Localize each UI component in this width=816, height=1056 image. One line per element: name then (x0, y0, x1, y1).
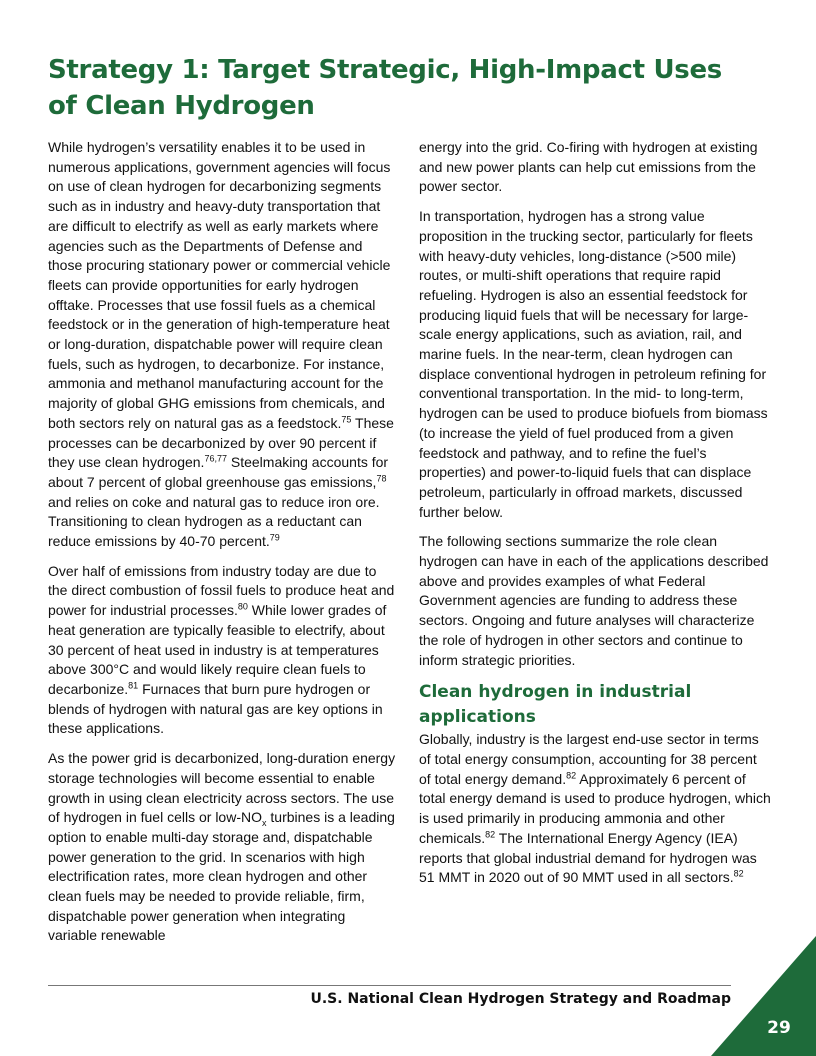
text-run: While hydrogen’s versatility enables it to be used in numerous applications, government agencies will focus on use of clean hydrogen for decarbonizing segments such as in industry and heavy-duty transportation that are difficult to electrify as well as early markets where agencies such as the Departments of Defense and those procuring stationary power or commercial vehicle fleets can provide opportunities for early hydrogen offtake. Processes that use fossil fuels as a chemical feedstock or in the generation of high-temperature heat or long-duration, dispatchable power will require clean fuels, such as hydrogen, to decarbonize. For instance, ammonia and methanol manufacturing account for the majority of global GHG emissions from chemicals, and both sectors rely on natural gas as a feedstock. (48, 139, 391, 431)
text-run: The International Energy Agency (IEA) reports that global industrial demand for hydrogen was 51 MMT in 2020 out of 90 MMT used in all sectors. (419, 829, 757, 886)
footnote-reference: 82 (485, 829, 496, 840)
text-run: and relies on coke and natural gas to reduce iron ore. Transitioning to clean hydrogen as a reductant can reduce emissions by 40-70 percent. (48, 493, 380, 550)
left-column (48, 138, 398, 956)
text-run: As the power grid is decarbonized, long-duration energy storage technologies will become essential to enable growth in using clean electricity across sectors. The use of hydrogen in fuel cells or low-NO (48, 750, 396, 826)
text-run: Over half of emissions from industry today are due to the direct combustion of fossil fuels to produce heat and power for industrial processes. (48, 562, 395, 619)
paragraph (419, 207, 771, 522)
text-run: The following sections summarize the role clean hydrogen can have in each of the applications described above and provides examples of what Federal Government agencies are funding to address these sectors. Ongoing and future analyses will characterize the role of hydrogen in other sectors and continue to inform strategic priorities. (419, 533, 769, 668)
footnote-reference: 76,77 (204, 453, 227, 464)
paragraph (419, 532, 771, 670)
footnote-reference: 82 (566, 770, 577, 781)
footnote-reference: 80 (237, 601, 248, 612)
page-title: Strategy 1: Target Strategic, High-Impact Uses of Clean Hydrogen (48, 55, 722, 121)
subscript: x (262, 818, 267, 828)
footnote-reference: 81 (128, 680, 139, 691)
paragraph (48, 562, 398, 739)
footnote-reference: 78 (376, 473, 387, 484)
text-run: In transportation, hydrogen has a strong value proposition in the trucking sector, particularly for fleets with heavy-duty vehicles, long-distance (>500 mile) routes, or multi-shift operations that require rapid refueling. Hydrogen is also an essential feedstock for producing liquid fuels that will be necessary for large-scale energy applications, such as aviation, rail, and marine fuels. In the near-term, clean hydrogen can displace conventional hydrogen in petroleum refining for conventional transportation. In the mid- to long-term, hydrogen can be used to produce biofuels from biomass (to increase the yield of fuel produced from a given feedstock and pathway, and to refine the fuel’s properties) and power-to-liquid fuels that can displace petroleum, particularly in offroad markets, discussed further below. (419, 208, 768, 520)
right-column (419, 138, 771, 898)
paragraph (48, 138, 398, 552)
text-run: energy into the grid. Co-firing with hydrogen at existing and new power plants can help cut emissions from the power sector. (419, 139, 758, 195)
footnote-reference: 82 (733, 868, 744, 879)
page-number: 29 (767, 1018, 791, 1038)
text-run: While lower grades of heat generation are typically feasible to electrify, about 30 percent of heat used in industry is at temperatures above 300°C and would likely require clean fuels to decarbonize. (48, 602, 387, 697)
corner-triangle-decoration (711, 936, 816, 1056)
footnote-reference: 75 (341, 414, 352, 425)
text-run: These processes can be decarbonized by over 90 percent if they use clean hydrogen. (48, 414, 394, 471)
footer-title: U.S. National Clean Hydrogen Strategy and Roadmap (310, 991, 731, 1007)
paragraph (48, 749, 398, 946)
footnote-reference: 79 (269, 532, 280, 543)
text-run: Steelmaking accounts for about 7 percent of global greenhouse gas emissions, (48, 454, 389, 490)
text-run: Furnaces that burn pure hydrogen or blends of hydrogen with natural gas are key options in these applications. (48, 680, 383, 737)
section-heading: Clean hydrogen in industrial applications (419, 682, 692, 728)
footer-divider (48, 985, 731, 986)
text-run: Globally, industry is the largest end-use sector in terms of total energy consumption, accounting for 38 percent of total energy demand. (419, 731, 759, 787)
text-run: turbines is a leading option to enable multi-day storage and, dispatchable power generation to the grid. In scenarios with high electrification rates, more clean hydrogen and other clean fuels may be needed to provide reliable, firm, dispatchable power generation when integrating variable renewable (48, 809, 395, 944)
text-run: Approximately 6 percent of total energy demand is used to produce hydrogen, which is used primarily in producing ammonia and other chemicals. (419, 770, 771, 846)
paragraph (419, 138, 771, 197)
paragraph (419, 730, 771, 888)
